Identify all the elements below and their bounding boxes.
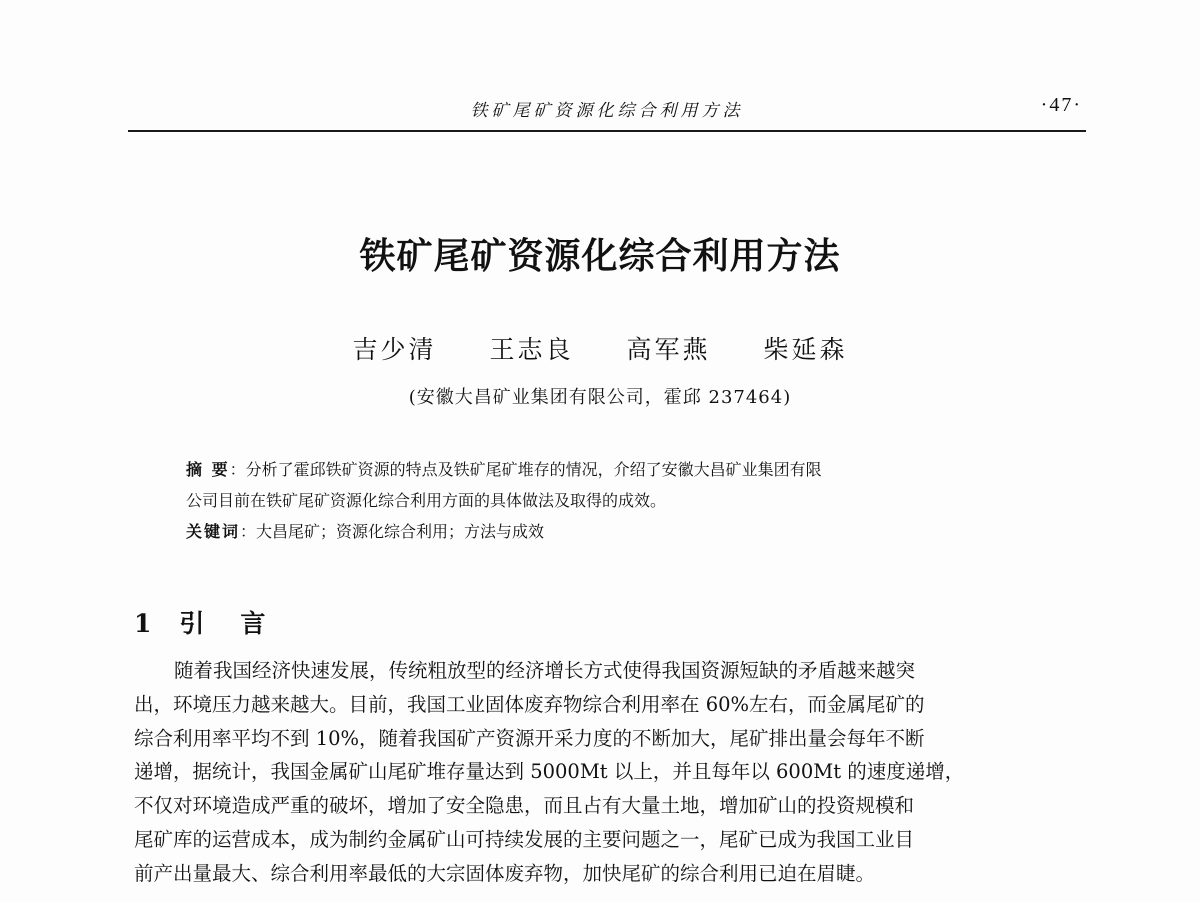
- section-number: 1: [134, 609, 154, 638]
- body-line: 随着我国经济快速发展，传统粗放型的经济增长方式使得我国资源短缺的矛盾越来越突: [174, 659, 916, 682]
- body-line: 前产出量最大、综合利用率最低的大宗固体废弃物，加快尾矿的综合利用已迫在眉睫。: [134, 861, 876, 885]
- keywords-label: 关键词: [186, 522, 241, 541]
- abstract-text: ：分析了霍邱铁矿资源的特点及铁矿尾矿堆存的情况，介绍了安徽大昌矿业集团有限: [229, 460, 822, 479]
- abstract-label: 摘 要: [186, 460, 230, 479]
- running-title: 铁矿尾矿资源化综合利用方法: [470, 101, 744, 121]
- running-header: [128, 94, 1086, 126]
- author-name: 王志良: [489, 335, 574, 364]
- body-paragraph: [134, 654, 1086, 891]
- author-name: 吉少清: [352, 335, 437, 364]
- author-name: 柴延森: [763, 335, 848, 364]
- author-list: [0, 330, 1200, 366]
- abstract-block: [186, 454, 1046, 547]
- body-line: 综合利用率平均不到 10%，随着我国矿产资源开采力度的不断加大，尾矿排出量会每年不断: [134, 726, 925, 750]
- section-heading: [134, 604, 267, 640]
- author-name: 高军燕: [626, 335, 711, 364]
- page-number: ·47·: [1040, 94, 1082, 116]
- keywords-line: [186, 516, 1046, 547]
- body-line: 尾矿库的运营成本，成为制约金属矿山可持续发展的主要问题之一，尾矿已成为我国工业目: [134, 827, 915, 851]
- abstract-line: [186, 454, 1046, 485]
- section-title-part: 引: [179, 609, 207, 638]
- affiliation: (安徽大昌矿业集团有限公司，霍邱 237464): [408, 387, 792, 408]
- body-line: 递增，据统计，我国金属矿山尾矿堆存量达到 5000Mt 以上，并且每年以 600Mt 的速度递增，: [134, 760, 965, 784]
- keywords-text: ：大昌尾矿；资源化综合利用；方法与成效: [240, 522, 545, 541]
- abstract-line: 公司目前在铁矿尾矿资源化综合利用方面的具体做法及取得的成效。: [186, 491, 667, 510]
- article-title: 铁矿尾矿资源化综合利用方法: [359, 235, 841, 277]
- body-line: 不仅对环境造成严重的破坏，增加了安全隐患，而且占有大量土地，增加矿山的投资规模和: [134, 794, 915, 818]
- body-line: 出，环境压力越来越大。目前，我国工业固体废弃物综合利用率在 60%左右，而金属尾矿的: [134, 692, 925, 716]
- header-rule: [128, 130, 1086, 132]
- section-title-part: 言: [240, 609, 268, 638]
